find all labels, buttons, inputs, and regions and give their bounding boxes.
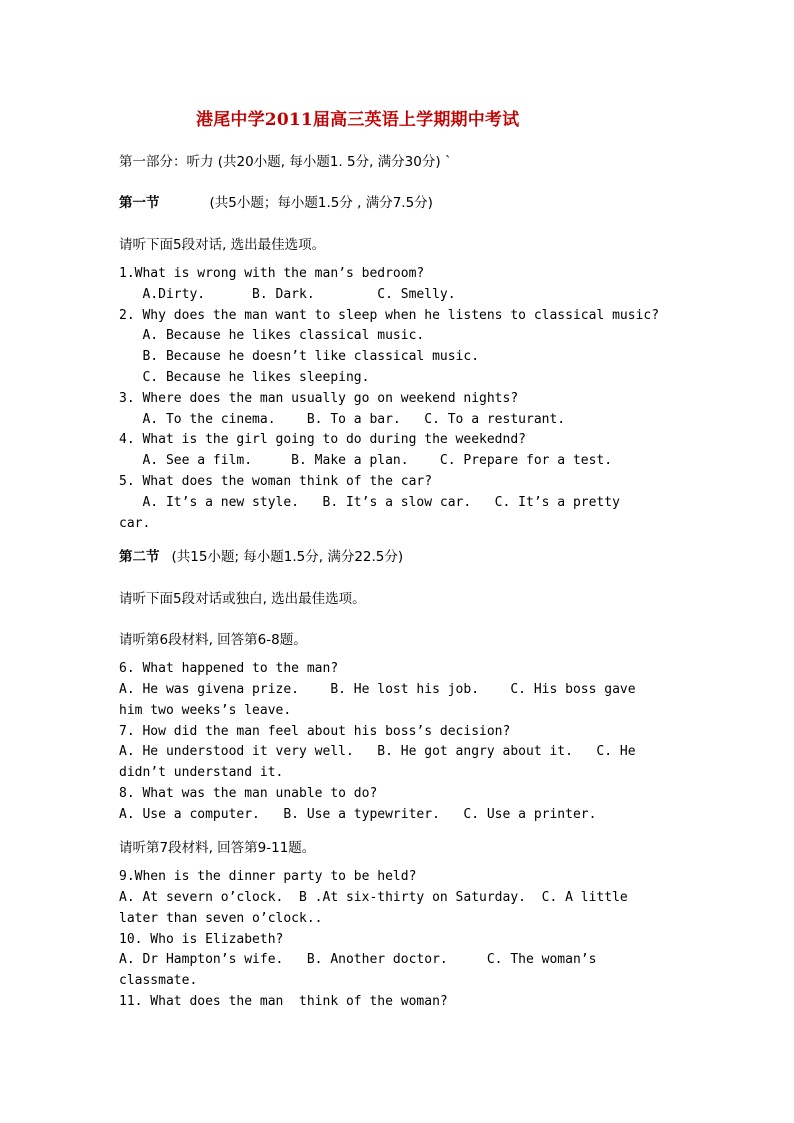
question-line: him two weeks’s leave. <box>119 703 292 718</box>
question-line: A. Because he likes classical music. <box>119 328 425 343</box>
question-line: 7. How did the man feel about his boss’s decision? <box>119 724 511 739</box>
question-line: 2. Why does the man want to sleep when he listens to classical music? <box>119 308 660 323</box>
question-line: A. It’s a new style. B. It’s a slow car. C. It’s a pretty <box>119 495 620 510</box>
material-six-heading: 请听第6段材料, 回答第6-8题。 <box>119 632 307 648</box>
question-line: C. Because he likes sleeping. <box>119 370 370 385</box>
question-line: A. He was givena prize. B. He lost his job. C. His boss gave <box>119 682 636 697</box>
question-line: classmate. <box>119 973 198 988</box>
question-line: A. At severn o’clock. B .At six-thirty on Saturday. C. A little <box>119 890 628 905</box>
section-two-detail: (共15小题; 每小题1.5分, 满分22.5分) <box>171 549 404 565</box>
question-line: didn’t understand it. <box>119 765 284 780</box>
question-line: A. See a film. B. Make a plan. C. Prepare for a test. <box>119 453 613 468</box>
question-line: A.Dirty. B. Dark. C. Smelly. <box>119 287 456 302</box>
section-one-heading <box>119 191 433 211</box>
question-line: 6. What happened to the man? <box>119 661 339 676</box>
question-line: 4. What is the girl going to do during the weekednd? <box>119 432 526 447</box>
question-line: 1.What is wrong with the man’s bedroom? <box>119 266 425 281</box>
section-one-detail: (共5小题；每小题1.5分 , 满分7.5分) <box>209 195 433 211</box>
section-one-instruction: 请听下面5段对话, 选出最佳选项。 <box>119 237 326 253</box>
section-two-heading <box>119 545 403 565</box>
page-title: 港尾中学2011届高三英语上学期期中考试 <box>196 110 520 130</box>
question-line: later than seven o’clock.. <box>119 911 323 926</box>
question-line: 11. What does the man think of the woman? <box>119 994 448 1009</box>
question-line: A. To the cinema. B. To a bar. C. To a resturant. <box>119 412 566 427</box>
material-seven-heading: 请听第7段材料, 回答第9-11题。 <box>119 840 316 856</box>
question-line: A. Use a computer. B. Use a typewriter. C. Use a printer. <box>119 807 597 822</box>
section-two-label: 第二节 <box>119 549 160 565</box>
section-two-instruction: 请听下面5段对话或独白, 选出最佳选项。 <box>119 591 366 607</box>
question-line: 3. Where does the man usually go on weekend nights? <box>119 391 519 406</box>
question-line: 9.When is the dinner party to be held? <box>119 869 417 884</box>
part-one-heading: 第一部分：听力 (共20小题, 每小题1. 5分, 满分30分) ` <box>119 154 452 170</box>
section-one-label: 第一节 <box>119 195 160 211</box>
question-line: B. Because he doesn’t like classical music. <box>119 349 480 364</box>
question-line: A. He understood it very well. B. He got angry about it. C. He <box>119 744 636 759</box>
question-line: car. <box>119 516 151 531</box>
question-line: 5. What does the woman think of the car? <box>119 474 433 489</box>
question-line: A. Dr Hampton’s wife. B. Another doctor. C. The woman’s <box>119 952 597 967</box>
question-line: 10. Who is Elizabeth? <box>119 932 284 947</box>
question-line: 8. What was the man unable to do? <box>119 786 378 801</box>
